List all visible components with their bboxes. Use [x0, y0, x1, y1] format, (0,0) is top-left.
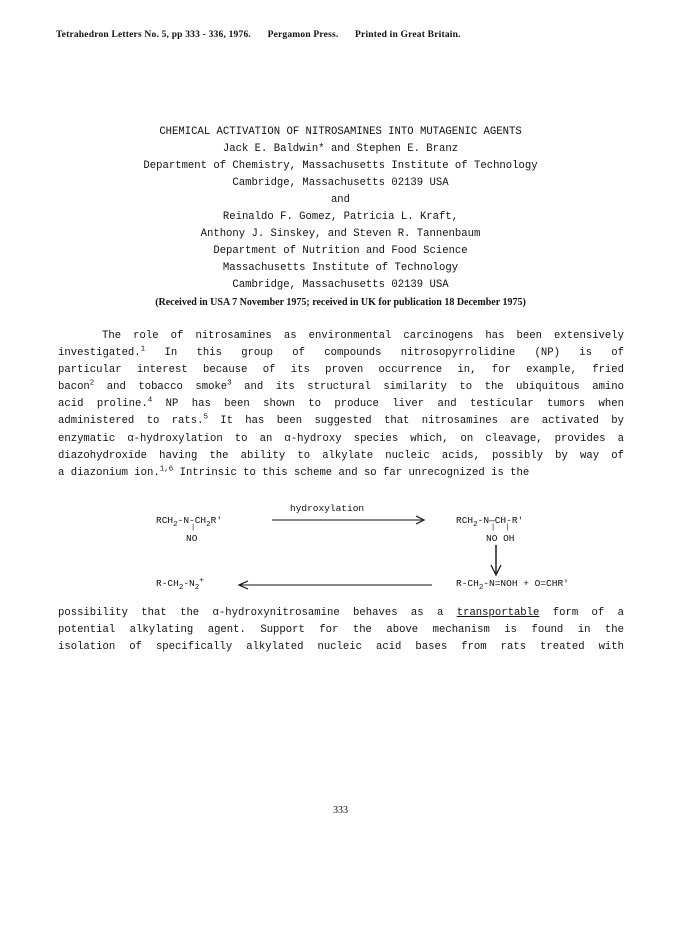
paragraph-1-line: particular interest because of its proven occurrence in, for example, fried: [58, 364, 624, 377]
paragraph-2-line: isolation of specifically alkylated nucleic acid bases from rats treated with: [58, 641, 624, 654]
citation-ref: 3: [227, 379, 232, 388]
paragraph-2: [58, 605, 624, 656]
publisher: Pergamon Press.: [267, 30, 339, 40]
paragraph-2-line: possibility that the α-hydroxynitrosamine behaves as a transportable form of a: [58, 607, 624, 619]
paragraph-1-line: administered to rats.$^5$ It has been suggested that nitrosamines are activated by: [58, 413, 624, 428]
arrow-label-hydroxylation: hydroxylation: [290, 503, 365, 514]
authors-group-2-line-1: Reinaldo F. Gomez, Patricia L. Kraft,: [222, 211, 459, 223]
diazohydroxide-products: $R-CH_2-N=NOH + O=CHR'$: [456, 578, 569, 592]
paragraph-1: [58, 328, 624, 482]
received-dates: (Received in USA 7 November 1975; received in UK for publication 18 December 1975): [155, 297, 526, 308]
affiliation-1-department: Department of Chemistry, Massachusetts Institute of Technology: [143, 160, 538, 172]
down-arrow: [489, 545, 503, 577]
diazonium-ion: $R-CH_2-N_2^+$: [156, 576, 204, 592]
paragraph-1-line: investigated.$^1$ In this group of compounds nitrosopyrrolidine (NP) is of: [58, 345, 624, 360]
affiliation-2-department: Department of Nutrition and Food Science: [213, 245, 468, 257]
bond-line: |: [191, 524, 196, 532]
printed-in: Printed in Great Britain.: [355, 30, 461, 40]
paragraph-2-line: potential alkylating agent. Support for the above mechanism is found in the: [58, 624, 624, 637]
running-header: [56, 30, 475, 40]
citation-ref: 4: [147, 396, 153, 405]
paragraph-1-line: diazohydroxide having the ability to alkylate nucleic acids, possibly by way of: [58, 449, 624, 462]
affiliation-1-city: Cambridge, Massachusetts 02139 USA: [232, 177, 449, 189]
underlined-word: transportable: [456, 607, 540, 619]
paragraph-1-line: The role of nitrosamines as environmental carcinogens has been extensively: [102, 330, 624, 342]
affiliation-2-city: Cambridge, Massachusetts 02139 USA: [232, 279, 449, 291]
page-number: 333: [333, 805, 348, 816]
reverse-arrow: [236, 579, 436, 591]
alpha-hydroxy-structure: $RCH_2-N—CH-R'$: [456, 515, 524, 529]
authors-group-1: Jack E. Baldwin* and Stephen E. Branz: [222, 143, 459, 155]
paragraph-1-line: bacon$^2$ and tobacco smoke$^3$ and its structural similarity to the ubiquitous amino: [58, 379, 624, 394]
citation-ref: 5: [203, 413, 208, 422]
citation-ref: 1: [140, 345, 146, 354]
affiliation-2-institution: Massachusetts Institute of Technology: [222, 262, 459, 274]
alpha-hydroxy-no-oh: NO OH: [486, 533, 515, 544]
citation-ref: 1,6: [159, 465, 174, 474]
journal-citation: Tetrahedron Letters No. 5, pp 333 - 336, 1976.: [56, 30, 251, 40]
paragraph-1-line: acid proline.$^4$ NP has been shown to produce liver and testicular tumors when: [58, 396, 624, 411]
bond-lines: ||: [491, 524, 520, 532]
paragraph-1-line: enzymatic α-hydroxylation to an α-hydroxy species which, on cleavage, provides a: [58, 432, 624, 445]
article-title: CHEMICAL ACTIVATION OF NITROSAMINES INTO MUTAGENIC AGENTS: [159, 126, 522, 138]
nitrosamine-structure: $RCH_2-N-CH_2R'$: [156, 515, 223, 529]
nitrosamine-no-group: NO: [186, 533, 198, 544]
authors-group-2-line-2: Anthony J. Sinskey, and Steven R. Tannenbaum: [200, 228, 481, 240]
and-separator: and: [330, 194, 351, 206]
reaction-scheme: [0, 500, 681, 600]
forward-arrow: [272, 514, 432, 526]
paragraph-1-line: a diazonium ion.$^{1,6}$ Intrinsic to this scheme and so far unrecognized is the: [58, 465, 530, 479]
citation-ref: 2: [89, 379, 95, 388]
